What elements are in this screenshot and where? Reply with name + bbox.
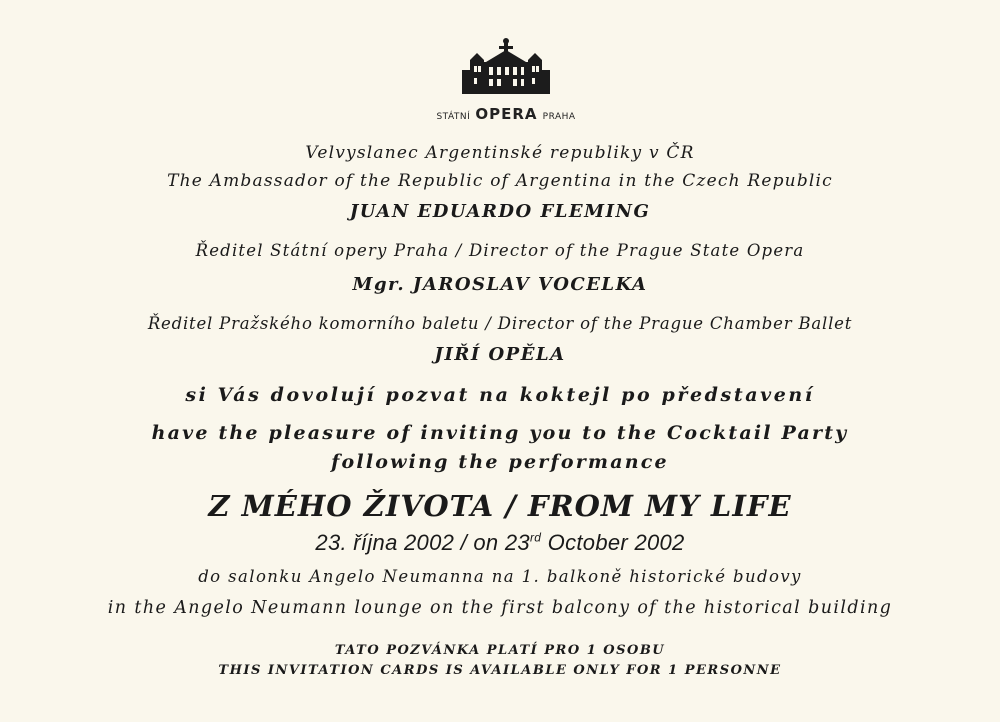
performance-title: Z MÉHO ŽIVOTA / FROM MY LIFE	[208, 489, 792, 523]
event-date	[0, 530, 1000, 556]
state-opera-logo	[426, 36, 586, 126]
opera-director-name: Mgr. JAROSLAV VOCELKA	[352, 274, 648, 295]
event-date-en-rest: October 2002	[547, 530, 685, 555]
ballet-director-title: Ředitel Pražského komorního baletu / Director of the Prague Chamber Ballet	[147, 314, 853, 333]
invitation-text-en-line2: following the performance	[331, 451, 669, 473]
logo-text-praha: PRAHA	[542, 112, 576, 122]
admission-note-cz: TATO POZVÁNKA PLATÍ PRO 1 OSOBU	[334, 643, 666, 658]
ballet-director-name: JIŘÍ OPĚLA	[434, 344, 566, 365]
event-date-cz: 23. října 2002 / on	[315, 530, 499, 555]
event-date-en-day: 23	[504, 530, 530, 555]
venue-en: in the Angelo Neumann lounge on the first balcony of the historical building	[107, 598, 893, 618]
event-date-en-suffix: rd	[529, 530, 542, 545]
opera-house-icon	[426, 36, 586, 102]
venue-cz: do salonku Angelo Neumanna na 1. balkoně historické budovy	[198, 567, 802, 586]
ambassador-name: JUAN EDUARDO FLEMING	[349, 201, 651, 222]
ambassador-title-en: The Ambassador of the Republic of Argentina in the Czech Republic	[167, 171, 833, 191]
invitation-text-cz: si Vás dovolují pozvat na koktejl po představení	[185, 384, 815, 406]
logo-text-opera: OPERA	[475, 105, 538, 123]
invitation-text-en-line1: have the pleasure of inviting you to the Cocktail Party	[151, 422, 849, 444]
logo-wordmark	[426, 104, 586, 123]
logo-text-statni: STÁTNÍ	[436, 112, 471, 122]
ambassador-title-cz: Velvyslanec Argentinské republiky v ČR	[305, 143, 695, 163]
opera-director-title: Ředitel Státní opery Praha / Director of the Prague State Opera	[195, 241, 805, 260]
admission-note-en: THIS INVITATION CARDS IS AVAILABLE ONLY FOR 1 PERSONNE	[218, 663, 782, 678]
